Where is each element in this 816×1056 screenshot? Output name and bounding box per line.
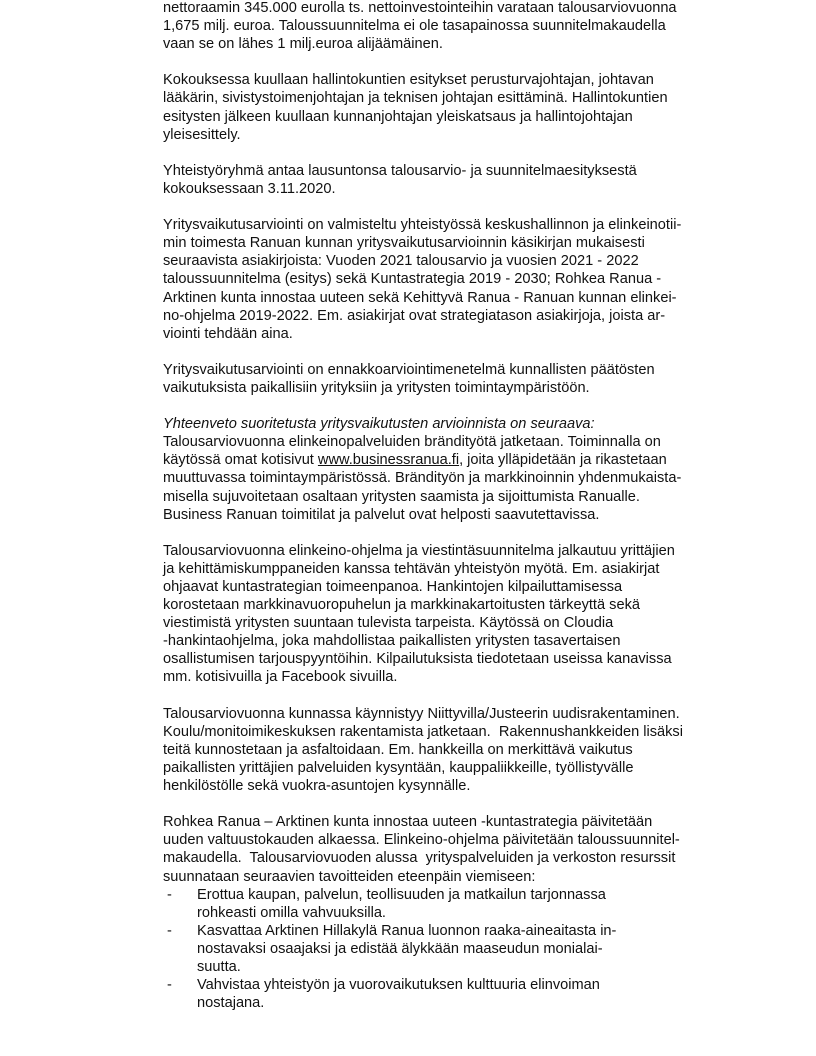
text-line: uuden valtuustokauden alkaessa. Elinkeino-ohjelma päivitetään taloussuunnitel- bbox=[163, 832, 680, 849]
text-line: seuraavista asiakirjoista: Vuoden 2021 talousarvio ja vuosien 2021 - 2022 bbox=[163, 253, 639, 270]
text-segment: käytössä omat kotisivut bbox=[163, 452, 318, 469]
businessranua-link[interactable]: www.businessranua.fi bbox=[317, 452, 460, 469]
text-line: ja kehittämiskumppaneiden kanssa tehtävän yhteistyön myötä. Em. asiakirjat bbox=[163, 560, 660, 577]
list-item-text bbox=[197, 976, 600, 1012]
text-line: korostetaan markkinavuoropuhelun ja markkinakartoitusten tärkeyttä sekä bbox=[163, 597, 640, 614]
text-line: Business Ranuan toimitilat ja palvelut ovat helposti saavutettavissa. bbox=[163, 506, 600, 523]
goal-list bbox=[163, 886, 763, 1013]
paragraph-summary bbox=[163, 415, 763, 524]
text-segment: , joita ylläpidetään ja rikastetaan bbox=[459, 452, 667, 469]
text-line: kokouksessaan 3.11.2020. bbox=[163, 180, 336, 197]
summary-heading: Yhteenveto suoritetusta yritysvaikutusten arvioinnista on seuraava: bbox=[163, 416, 595, 433]
text-line: viointi tehdään aina. bbox=[163, 325, 293, 342]
text-line: mm. kotisivuilla ja Facebook sivuilla. bbox=[163, 669, 398, 686]
text-line: -hankintaohjelma, joka mahdollistaa paikallisten yritysten tasavertaisen bbox=[163, 633, 621, 650]
text-line: Erottua kaupan, palvelun, teollisuuden ja matkailun tarjonnassa bbox=[197, 886, 606, 903]
text-line: yleisesittely. bbox=[163, 126, 241, 143]
text-line: min toimesta Ranuan kunnan yritysvaikutusarvioinnin käsikirjan mukaisesti bbox=[163, 235, 645, 252]
text-line: Arktinen kunta innostaa uuteen sekä Kehittyvä Ranua - Ranuan kunnan elinkei- bbox=[163, 289, 677, 306]
text-line bbox=[163, 451, 763, 469]
list-item bbox=[163, 976, 763, 1012]
text-line: Talousarviovuonna elinkeino-ohjelma ja viestintäsuunnitelma jalkautuu yrittäjien bbox=[163, 542, 675, 559]
text-line: Kasvattaa Arktinen Hillakylä Ranua luonnon raaka-aineaitasta in- bbox=[197, 922, 617, 939]
text-line: misella sujuvoitetaan osaltaan yritysten saamista ja sijoittumista Ranualle. bbox=[163, 488, 640, 505]
list-item bbox=[163, 922, 763, 976]
text-line: Talousarviovuonna kunnassa käynnistyy Niittyvilla/Justeerin uudisrakentaminen. bbox=[163, 705, 680, 722]
text-line: viestimistä yritysten suuntaan tulevista tarpeista. Käytössä on Cloudia bbox=[163, 615, 614, 632]
text-line: teitä kunnostetaan ja asfaltoidaan. Em. hankkeilla on merkittävä vaikutus bbox=[163, 741, 633, 758]
summary-rest bbox=[163, 469, 763, 523]
text-line: nostajana. bbox=[197, 995, 265, 1012]
paragraph-construction bbox=[163, 705, 763, 795]
text-line: taloussuunnitelma (esitys) sekä Kuntastrategia 2019 - 2030; Rohkea Ranua - bbox=[163, 271, 662, 288]
text-line: makaudella. Talousarviovuoden alussa yrityspalveluiden ja verkoston resurssit bbox=[163, 850, 676, 867]
document-page bbox=[163, 0, 763, 1012]
paragraph-meeting-hearing bbox=[163, 71, 763, 143]
paragraph-business-impact-prep bbox=[163, 216, 763, 343]
text-line: nostavaksi osaajaksi ja edistää älykkään maaseudun monialai- bbox=[197, 940, 603, 957]
text-line: no-ohjelma 2019-2022. Em. asiakirjat ovat strategiatason asiakirjoja, joista ar- bbox=[163, 307, 666, 324]
text-line: paikallisten yrittäjien palveluiden kysyntään, kauppaliikkeille, työllistyvälle bbox=[163, 759, 634, 776]
text-line: vaan se on lähes 1 milj.euroa alijäämäinen. bbox=[163, 36, 443, 53]
paragraph-strategy bbox=[163, 813, 763, 885]
text-line: Yhteistyöryhmä antaa lausuntonsa talousarvio- ja suunnitelmaesityksestä bbox=[163, 162, 637, 179]
text-line: suunnataan seuraavien tavoitteiden eteenpäin viemiseen: bbox=[163, 868, 536, 885]
text-line: vaikutuksista paikallisiin yrityksiin ja yritysten toimintaympäristöön. bbox=[163, 379, 590, 396]
list-item bbox=[163, 886, 763, 922]
text-line: Rohkea Ranua – Arktinen kunta innostaa uuteen -kuntastrategia päivitetään bbox=[163, 814, 653, 831]
dash-bullet-icon: - bbox=[167, 886, 172, 903]
text-line: suutta. bbox=[197, 958, 241, 975]
paragraph-business-program bbox=[163, 542, 763, 687]
paragraph-cooperation-group bbox=[163, 162, 763, 198]
text-line: Yritysvaikutusarviointi on valmisteltu yhteistyössä keskushallinnon ja elinkeinotii- bbox=[163, 217, 682, 234]
paragraph-budget-summary bbox=[163, 0, 763, 53]
text-line: Vahvistaa yhteistyön ja vuorovaikutuksen kulttuuria elinvoiman bbox=[197, 977, 600, 994]
text-line: nettoraamin 345.000 eurolla ts. nettoinvestointeihin varataan talousarviovuonna bbox=[163, 0, 677, 16]
text-line: rohkeasti omilla vahvuuksilla. bbox=[197, 904, 386, 921]
paragraph-business-impact-definition bbox=[163, 361, 763, 397]
text-line: 1,675 milj. euroa. Taloussuunnitelma ei ole tasapainossa suunnitelmakaudella bbox=[163, 18, 666, 35]
text-line: Talousarviovuonna elinkeinopalveluiden brändityötä jatketaan. Toiminnalla on bbox=[163, 434, 661, 451]
list-item-text bbox=[197, 886, 606, 922]
list-item-text bbox=[197, 922, 616, 976]
text-line: ohjaavat kuntastrategian toimeenpanoa. Hankintojen kilpailuttamisessa bbox=[163, 579, 623, 595]
text-line: Yritysvaikutusarviointi on ennakkoarviointimenetelmä kunnallisten päätösten bbox=[163, 361, 655, 378]
dash-bullet-icon: - bbox=[167, 922, 172, 939]
text-line: muuttuvassa toimintaympäristössä. Brändityön ja markkinoinnin yhdenmukaista- bbox=[163, 470, 682, 487]
text-line: Kokouksessa kuullaan hallintokuntien esitykset perusturvajohtajan, johtavan bbox=[163, 72, 654, 89]
dash-bullet-icon: - bbox=[167, 977, 172, 994]
text-line: lääkärin, sivistystoimenjohtajan ja teknisen johtajan esittäminä. Hallintokuntien bbox=[163, 90, 668, 107]
text-line: osallistumisen tarjouspyyntöihin. Kilpailutuksista tiedotetaan useissa kanavissa bbox=[163, 651, 672, 668]
text-line: Koulu/monitoimikeskuksen rakentamista jatketaan. Rakennushankkeiden lisäksi bbox=[163, 723, 683, 740]
text-line: henkilöstölle sekä vuokra-asuntojen kysynnälle. bbox=[163, 778, 471, 795]
text-line: esitysten jälkeen kuullaan kunnanjohtajan yleiskatsaus ja hallintojohtajan bbox=[163, 108, 633, 125]
